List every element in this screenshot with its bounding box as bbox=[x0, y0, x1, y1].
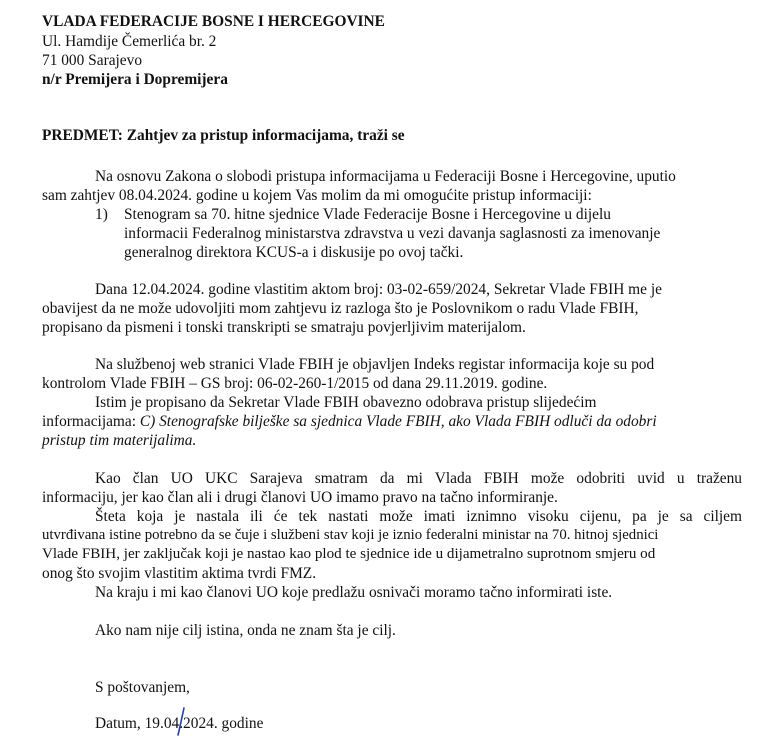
recipient-city: 71 000 Sarajevo bbox=[42, 52, 143, 69]
p4-line-1: Kao član UO UKC Sarajeva smatram da mi Vlada FBIH može odobriti uvid u traženu bbox=[95, 470, 742, 487]
list-item-line-1: Stenogram sa 70. hitne sjednice Vlade Federacije Bosne i Hercegovine u dijelu bbox=[124, 206, 611, 223]
date-line: Datum, 19.04.2024. godine bbox=[95, 715, 264, 732]
p3-line-4-italic: C) Stenografske bilješke sa sjednica Vlade FBIH, ako Vlada FBIH odluči da odobri bbox=[139, 413, 657, 430]
p4-line-2: informaciju, jer kao član ali i drugi članovi UO imamo pravo na tačno informiranje. bbox=[42, 489, 558, 506]
p2-line-1: Dana 12.04.2024. godine vlastitim aktom broj: 03-02-659/2024, Sekretar Vlade FBIH me je bbox=[95, 281, 662, 298]
subject-line: PREDMET: Zahtjev za pristup informacijama, traži se bbox=[42, 127, 405, 144]
p2-line-2: obavijest da ne može udovoljiti mom zahtjevu iz razloga što je Poslovnikom o radu Vlade FBIH, bbox=[42, 300, 639, 317]
p1-line-1: Na osnovu Zakona o slobodi pristupa informacijama u Federaciji Bosne i Hercegovine, uputio bbox=[95, 168, 676, 185]
p2-line-3: propisano da pismeni i tonski transkripti se smatraju povjerljivim materijalom. bbox=[42, 319, 526, 336]
p4-line-6: onog što svojim vlastitim aktima tvrdi FMZ. bbox=[42, 565, 317, 582]
p3-line-4 bbox=[42, 412, 657, 431]
p4-line-3: Šteta koja je nastala ili će tek nastati može imati iznimno visoku cijenu, pa je sa ciljem bbox=[95, 508, 742, 525]
p3-line-4-normal: informacijama: bbox=[42, 413, 140, 430]
p4-line-4: utvrđivana istine potrebno da se čuje i službeni stav koji je iznio federalni ministar na 70. hitnoj sjednici bbox=[42, 527, 659, 543]
recipient-attention: n/r Premijera i Dopremijera bbox=[42, 71, 228, 88]
p1-line-2: sam zahtjev 08.04.2024. godine u kojem Vas molim da mi omogućite pristup informaciji: bbox=[42, 187, 592, 204]
recipient-org: VLADA FEDERACIJE BOSNE I HERCEGOVINE bbox=[42, 13, 385, 30]
p4-line-7: Na kraju i mi kao članovi UO koje predlažu osnivači moramo tačno informirati iste. bbox=[95, 584, 613, 601]
list-item-number: 1) bbox=[95, 206, 108, 223]
closing-salutation: S poštovanjem, bbox=[95, 679, 190, 696]
pen-mark-icon bbox=[176, 707, 186, 737]
list-item-line-2: informacii Federalnog ministarstva zdravstva u vezi davanja saglasnosti za imenovanje bbox=[124, 225, 661, 242]
p3-line-2: kontrolom Vlade FBIH – GS broj: 06-02-260-1/2015 od dana 29.11.2019. godine. bbox=[42, 375, 548, 392]
p5-line: Ako nam nije cilj istina, onda ne znam šta je cilj. bbox=[95, 622, 396, 639]
list-item-line-3: generalnog direktora KCUS-a i diskusije po ovoj tački. bbox=[124, 244, 464, 261]
recipient-street: Ul. Hamdije Čemerlića br. 2 bbox=[42, 33, 217, 50]
p3-line-1: Na službenoj web stranici Vlade FBIH je objavljen Indeks registar informacija koje su pod bbox=[95, 356, 655, 373]
p3-line-3: Istim je propisano da Sekretar Vlade FBIH obavezno odobrava pristup slijedećim bbox=[95, 394, 597, 411]
p4-line-5: Vlade FBIH, jer zaključak koji je nastao kao plod te sjednice ide u dijametralno suprotnom smjeru od bbox=[42, 546, 656, 562]
p3-line-5: pristup tim materijalima. bbox=[42, 432, 197, 449]
